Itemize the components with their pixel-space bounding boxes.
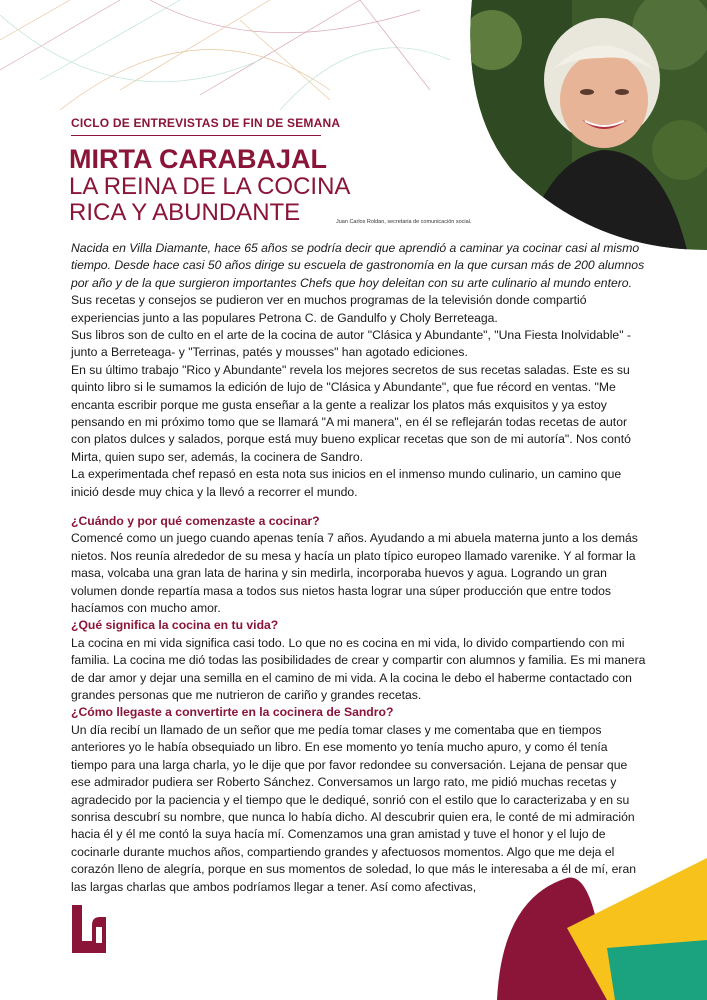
question-1: ¿Cuándo y por qué comenzaste a cocinar? <box>71 514 320 528</box>
intro-lead: Nacida en Villa Diamante, hace 65 años se podría decir que aprendió a caminar ya cocinar casi al mismo tiempo. Desde hace casi 50 años dirige su escuela de gastronomía en la que cursan más de 200 alumnos por año y de la que surgieron importantes Chefs que hoy deleitan con su arte culinario al mundo entero. <box>71 241 645 290</box>
question-2: ¿Qué significa la cocina en tu vida? <box>71 618 279 633</box>
intro-paragraph: Sus recetas y consejos se pudieron ver en muchos programas de la televisión donde compartió experiencias junto a las populares Petrona C. de Gandulfo y Choly Berreteaga. <box>71 293 587 325</box>
headline-line-3: RICA Y ABUNDANTE <box>69 199 301 226</box>
author-credit: Juan Carlos Roldan, secretaria de comunicación social. <box>336 219 472 225</box>
interview-section <box>71 513 646 896</box>
intro-section <box>71 240 646 501</box>
intro-paragraph: La experimentada chef repasó en esta nota sus inicios en el inmenso mundo culinario, un camino que inició desde muy chica y la llevó a recorrer el mundo. <box>71 467 622 499</box>
section-kicker: CICLO DE ENTREVISTAS DE FIN DE SEMANA <box>71 116 341 130</box>
intro-paragraph: Sus libros son de culto en el arte de la cocina de autor "Clásica y Abundante", "Una Fiesta Inolvidable" -junto a Berreteaga- y "Terrinas, patés y mousses" han agotado ediciones. <box>71 328 631 360</box>
portrait-photo <box>452 0 707 250</box>
question-3: ¿Cómo llegaste a convertirte en la cocinera de Sandro? <box>71 705 394 720</box>
answer-2: La cocina en mi vida significa casi todo. Lo que no es cocina en mi vida, lo divido compartiendo con mi familia. La cocina me dió todas las posibilidades de crear y compartir con alumnos y familia. Es mi manera de dar amor y dejar una semilla en el camino de mi vida. A la cocina le debo el haberme contactado con grandes personas que me nutrieron de cariño y grandes recetas. <box>71 635 646 703</box>
intro-paragraph: En su último trabajo "Rico y Abundante" revela los mejores secretos de sus recetas saladas. Este es su quinto libro si le sumamos la edición de lujo de "Clásica y Abundante", que fue récord en ventas. "Me encanta escribir porque me gusta enseñar a la gente a realizar los platos más exquisitos y ya estoy pensando en mi próximo tomo que se llamará "A mi manera", en él se reflejarán todas recetas de autor con platos dulces y salados, porque está muy bueno explicar recetas que son de mi autoría". Nos contó Mirta, quien supo ser, además, la cocinera de Sandro. <box>71 362 631 464</box>
kicker-divider <box>71 135 321 136</box>
corner-geometric-shapes <box>497 858 707 1000</box>
answer-1: Comencé como un juego cuando apenas tenía 7 años. Ayudando a mi abuela materna junto a los demás nietos. Nos reunía alrededor de su mesa y hacía un plato típico europeo llamado varenike. Y al formar la masa, volcaba una gran lata de harina y sin medirla, incorporaba huevos y agua. Logrando un gran volumen donde repartía masa a todos sus nietos hasta lograr una súper producción que entre todos hacíamos con mucho amor. <box>71 531 638 616</box>
answer-3: Un día recibí un llamado de un señor que me pedía tomar clases y me comentaba que en tiempos anteriores yo le había obsequiado un libro. En ese momento yo tenía mucho apuro, y como él tenía tiempo para una larga charla, yo le dije que por favor redondee su conversación. Lejana de pensar que ese admirador pudiera ser Roberto Sánchez. Conversamos un largo rato, me pidió muchas recetas y agradecido por la paciencia y el tiempo que le dediqué, sonrió con el estilo que lo caracterizaba y en su sonrisa descubrí su nombre, que nunca lo había dicho. Al descubrir quien era, le conté de mi admiración hacia él y él me contó la suya hacía mí. Comenzamos una gran amistad y tuve el honor y el lujo de cocinarle durante muchos años, compartiendo grandes y afectuosos momentos. Algo que me deja el corazón lleno de alegría, porque en sus momentos de soledad, lo que más le interesaba a él de mí, eran las largas charlas que ambos podríamos llegar a tener. Así como afectivas, <box>71 722 637 894</box>
decorative-line-pattern <box>0 0 470 110</box>
interviewee-name: MIRTA CARABAJAL <box>69 144 327 174</box>
headline-line-2: LA REINA DE LA COCINA <box>69 173 351 200</box>
brand-logo <box>70 903 108 955</box>
